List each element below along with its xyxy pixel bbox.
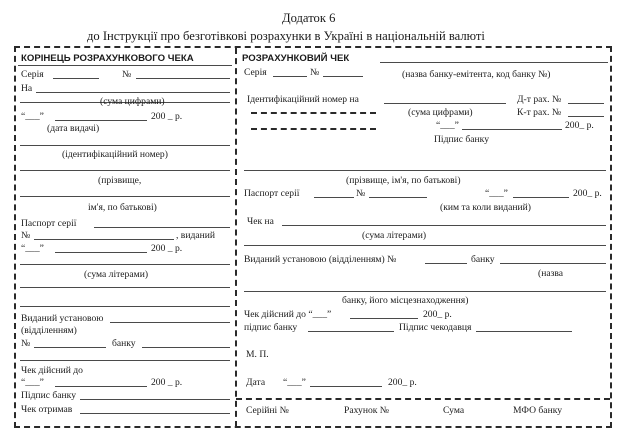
- check-date-day-2: “___”: [283, 377, 306, 388]
- check-sum-letters-field: [244, 245, 606, 246]
- stub-id-field: [20, 145, 230, 146]
- check-date-day: “___”: [436, 120, 459, 131]
- stub-issued-by-field: [110, 322, 230, 323]
- check-passport-date-field: [513, 197, 569, 198]
- stub-passport-no: №: [21, 230, 31, 241]
- check-bank-label: банку: [471, 254, 495, 265]
- check-footer-divider: [236, 398, 610, 400]
- stub-id-number: (ідентифікаційний номер): [62, 149, 168, 160]
- check-name-field: [244, 170, 606, 171]
- footer-account: Рахунок №: [344, 405, 389, 416]
- footer-mfo: МФО банку: [513, 405, 563, 416]
- check-branch-field: [425, 263, 467, 264]
- footer-sum: Сума: [443, 405, 465, 416]
- check-passport-series-field: [314, 197, 354, 198]
- check-passport-label: Паспорт серії: [244, 188, 300, 199]
- check-bank-signature-field: [308, 331, 394, 332]
- check-bank-signature: Підпис банку: [434, 134, 489, 145]
- check-to-label: Чек на: [247, 216, 274, 227]
- check-credit-field: [568, 116, 604, 117]
- check-credit: К-т рах. №: [517, 107, 561, 118]
- check-bank-name-field: [244, 291, 606, 292]
- stub-bank-label: банку: [112, 338, 136, 349]
- check-sum-letters: (сума літерами): [362, 230, 427, 241]
- stub-bank-field: [142, 347, 230, 348]
- stub-branch-no: №: [21, 338, 31, 349]
- check-id-dashes-2: [251, 128, 376, 130]
- stub-passport-no-field: [34, 239, 174, 240]
- check-sum-digits: (сума цифрами): [408, 107, 473, 118]
- stub-sum-letters: (сума літерами): [84, 269, 149, 280]
- check-date-year: 200_ р.: [565, 120, 594, 131]
- stub-passport-issued: , виданий: [176, 230, 216, 241]
- check-stamp: М. П.: [246, 349, 269, 360]
- stub-sum-letters-field-2: [20, 287, 230, 288]
- check-bank-field: [500, 263, 606, 264]
- check-date-label: Дата: [246, 377, 266, 388]
- stub-date-field: [55, 120, 147, 121]
- check-number-field: [323, 76, 363, 77]
- stub-issued-by-1: Виданий установою: [21, 313, 104, 324]
- check-debit-field: [568, 103, 604, 104]
- stub-received-field: [80, 413, 230, 414]
- stub-number-label: №: [122, 69, 132, 80]
- check-valid-until: Чек дійсний до “___”: [244, 309, 332, 320]
- check-holder-signature-field: [476, 331, 572, 332]
- stub-name-field: [20, 196, 230, 197]
- stub-bank-signature: Підпис банку: [21, 390, 76, 401]
- stub-date-issued: (дата видачі): [47, 123, 100, 134]
- stub-sum-letters-field-3: [20, 306, 230, 307]
- stub-branch-field: [34, 347, 106, 348]
- check-series-label: Серія: [244, 67, 267, 78]
- appendix-subtitle: до Інструкції про безготівкові розрахунки в Україні в національній валюті: [87, 29, 485, 43]
- check-id-number-label: Ідентифікаційний номер на: [247, 94, 359, 105]
- check-date-field: [462, 129, 562, 130]
- check-to-field: [282, 225, 606, 226]
- check-valid-year: 200_ р.: [423, 309, 452, 320]
- check-passport-date-day: “___”: [485, 188, 508, 199]
- stub-name-patronymic: ім'я, по батькові): [88, 202, 157, 213]
- stub-passport-year: 200 _ р.: [151, 243, 183, 254]
- check-valid-date-field: [350, 318, 418, 319]
- check-full-name: (прізвище, ім'я, по батькові): [346, 175, 461, 186]
- appendix-number: Додаток 6: [282, 11, 336, 25]
- stub-valid-until: Чек дійсний до: [21, 365, 83, 376]
- stub-surname-field: [20, 170, 230, 171]
- stub-passport-series-field: [94, 227, 230, 228]
- stub-received: Чек отримав: [21, 404, 73, 415]
- stub-valid-date-day: “___”: [21, 377, 44, 388]
- check-number-label: №: [310, 67, 320, 78]
- stub-sum-letters-field: [20, 264, 230, 265]
- stub-date-year: 200 _ р.: [151, 111, 183, 122]
- check-passport-no: №: [356, 188, 366, 199]
- check-debit: Д-т рах. №: [517, 94, 562, 105]
- stub-title-underline: [18, 65, 232, 66]
- check-id-number-field: [384, 103, 506, 104]
- stub-sum-digits: (сума цифрами): [100, 96, 165, 107]
- check-id-dashes-1: [251, 112, 376, 114]
- check-series-field: [273, 76, 307, 77]
- check-passport-no-field: [369, 197, 427, 198]
- stub-passport-date-field: [55, 252, 147, 253]
- stub-valid-date-field: [55, 386, 147, 387]
- check-bank-signature-2: підпис банку: [244, 322, 298, 333]
- check-passport-year: 200_ р.: [573, 188, 602, 199]
- stub-valid-year: 200 _ р.: [151, 377, 183, 388]
- stub-to-field: [36, 92, 230, 93]
- footer-serial: Серійні №: [246, 405, 289, 416]
- stub-to-label: На: [21, 83, 33, 94]
- check-title-line: [380, 62, 608, 63]
- stub-passport-date-day: “___”: [21, 243, 44, 254]
- check-name-open: (назва: [538, 268, 564, 279]
- stub-series-label: Серія: [21, 69, 44, 80]
- check-holder-signature: Підпис чекодавця: [399, 322, 472, 333]
- stub-date-day: “___”: [21, 111, 44, 122]
- check-bank-location: банку, його місцезнаходження): [342, 295, 469, 306]
- stub-passport-label: Паспорт серії: [21, 218, 77, 229]
- check-bank-issuer: (назва банку-емітента, код банку №): [402, 69, 551, 80]
- stub-number-field: [136, 78, 230, 79]
- check-who-when: (ким та коли виданий): [440, 202, 531, 213]
- check-date-field-2: [310, 386, 382, 387]
- stub-issued-by-2: (відділенням): [21, 325, 77, 336]
- stub-divider: [235, 48, 237, 427]
- stub-series-field: [53, 78, 99, 79]
- check-issued-by: Виданий установою (відділенням) №: [244, 254, 397, 265]
- stub-bank-signature-field: [80, 399, 230, 400]
- check-title: РОЗРАХУНКОВИЙ ЧЕК: [242, 53, 350, 64]
- stub-title: КОРІНЕЦЬ РОЗРАХУНКОВОГО ЧЕКА: [21, 53, 194, 64]
- check-date-year-2: 200_ р.: [388, 377, 417, 388]
- stub-bank-field-2: [20, 360, 230, 361]
- stub-surname: (прізвище,: [98, 175, 142, 186]
